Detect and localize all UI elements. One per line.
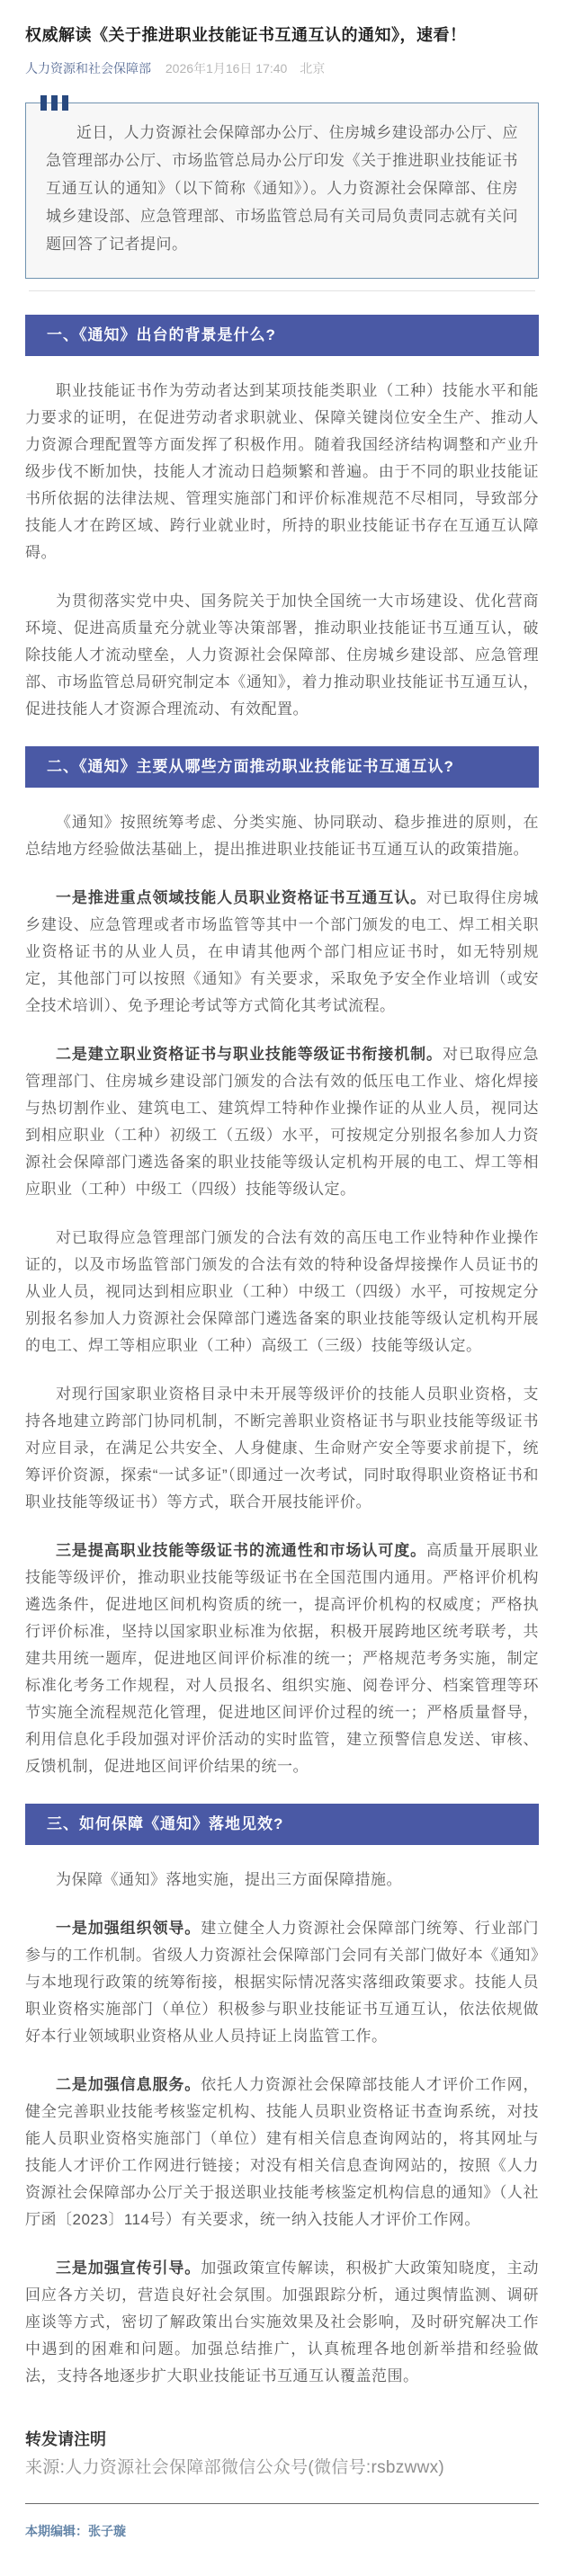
body-paragraph: 《通知》按照统筹考虑、分类实施、协同联动、稳步推进的原则，在总结地方经验做法基础上，提出推进职业技能证书互通互认的政策措施。 <box>25 814 539 858</box>
body-paragraph: 三是提高职业技能等级证书的流通性和市场认可度。高质量开展职业技能等级评价，推动职业技能等级证书在全国范围内通用。严格评价机构遴选条件，促进地区间机构资质的统一，提高评价机构的权威度；严格执行评价标准，坚持以国家职业标准为依据，积极开展跨地区统考联考，共建共用统一题库，促进地区间评价标准的统一；严格规范考务实施，制定标准化考务工作规程，对人员报名、组织实施、阅卷评分、档案管理等环节实施全流程规范化管理，促进地区间评价过程的统一；严格质量督导，利用信息化手段加强对评价活动的实时监管，建立预警信息发送、审核、反馈机制，促进地区间评价结果的统一。 <box>25 1542 540 1775</box>
body-paragraph: 职业技能证书作为劳动者达到某项技能类职业（工种）技能水平和能力要求的证明，在促进劳动者求职就业、保障关键岗位安全生产、推动人力资源合理配置等方面发挥了积极作用。随着我国经济结构调整和产业升级步伐不断加快，技能人才流动日趋频繁和普遍。由于不同的职业技能证书所依据的法律法规、管理实施部门和评价标准规范不尽相同，导致部分技能人才在跨区域、跨行业就业时，所持的职业技能证书存在互通互认障碍。 <box>25 382 539 561</box>
account-name-link[interactable]: 人力资源和社会保障部 <box>25 61 151 76</box>
publish-datetime: 2026年1月16日 17:40 <box>165 61 288 76</box>
article-footer <box>25 2428 539 2540</box>
body-paragraph: 二是加强信息服务。依托人力资源社会保障部技能人才评价工作网，健全完善职业技能考核鉴定机构、技能人员职业资格证书查询系统，对技能人员职业资格实施部门（单位）建有相关信息查询网站的，将其网址与技能人才评价工作网进行链接；对没有相关信息查询网站的，按照《人力资源社会保障部办公厅关于报送职业技能考核鉴定机构信息的通知》（人社厅函〔2023〕114号）有关要求，统一纳入技能人才评价工作网。 <box>25 2076 540 2228</box>
body-paragraph: 一是加强组织领导。建立健全人力资源社会保障部门统筹、行业部门参与的工作机制。省级人力资源社会保障部门会同有关部门做好本《通知》与本地现行政策的统筹衔接，根据实际情况落实落细政策要求。技能人员职业资格实施部门（单位）积极参与职业技能证书互通互认，依法依规做好本行业领域职业资格从业人员持证上岗监管工作。 <box>25 1920 540 2045</box>
paragraph-lead: 三是提高职业技能等级证书的流通性和市场认可度。 <box>56 1542 427 1559</box>
body-paragraph: 对已取得应急管理部门颁发的合法有效的高压电工作业特种作业操作证的，以及市场监管部门颁发的合法有效的特种设备焊接操作人员证书的从业人员，视同达到相应职业（工种）中级工（四级）水平，可按规定分别报名参加人力资源社会保障部门遴选备案的职业技能等级认定机构开展的电工、焊工等相应职业（工种）高级工（三级）技能等级认定。 <box>25 1229 539 1354</box>
triple-bar-decoration-icon <box>40 95 73 111</box>
paragraph-lead: 二是建立职业资格证书与职业技能等级证书衔接机制。 <box>56 1046 443 1063</box>
body-paragraph: 一是推进重点领域技能人员职业资格证书互通互认。对已取得住房城乡建设、应急管理或者市场监管等其中一个部门颁发的电工、焊工相关职业资格证书的从业人员，在申请其他两个部门相应证书时，如无特别规定，其他部门可以按照《通知》有关要求，采取免予安全作业培训（或安全技术培训）、免予理论考试等方式简化其考试流程。 <box>25 889 540 1014</box>
body-paragraph: 为贯彻落实党中央、国务院关于加快全国统一大市场建设、优化营商环境、促进高质量充分就业等决策部署，推动职业技能证书互通互认，破除技能人才流动壁垒，人力资源社会保障部、住房城乡建设部、应急管理部、市场监管总局研究制定本《通知》，着力推动职业技能证书互通互认，促进技能人才资源合理流动、有效配置。 <box>25 593 539 718</box>
section-heading-bar: 二、《通知》主要从哪些方面推动职业技能证书互通互认? <box>25 746 539 788</box>
intro-paragraph: 近日，人力资源社会保障部办公厅、住房城乡建设部办公厅、应急管理部办公厅、市场监管总局办公厅印发《关于推进职业技能证书互通互认的通知》（以下简称《通知》）。人力资源社会保障部、住房城乡建设部、应急管理部、市场监管总局有关司局负责同志就有关问题回答了记者提问。 <box>46 124 518 253</box>
sections-container <box>25 315 539 2390</box>
section-heading-bar: 一、《通知》出台的背景是什么? <box>25 315 539 356</box>
intro-box <box>25 103 539 279</box>
article-page <box>0 23 564 2576</box>
share-note: 转发请注明 <box>25 2430 106 2448</box>
paragraph-lead: 二是加强信息服务。 <box>56 2076 201 2093</box>
page-title: 权威解读《关于推进职业技能证书互通互认的通知》，速看！ <box>25 26 467 44</box>
paragraph-lead: 一是加强组织领导。 <box>56 1920 201 1937</box>
source-line: 来源:人力资源社会保障部微信公众号(微信号:rsbzwwx) <box>25 2458 445 2477</box>
article-section <box>25 1804 539 2390</box>
section-heading-bar: 三、如何保障《通知》落地见效? <box>25 1804 539 1845</box>
article-section <box>25 315 539 723</box>
paragraph-lead: 一是推进重点领域技能人员职业资格证书互通互认。 <box>56 889 427 906</box>
body-paragraph: 二是建立职业资格证书与职业技能等级证书衔接机制。对已取得应急管理部门、住房城乡建设部门颁发的合法有效的低压电工作业、熔化焊接与热切割作业、建筑电工、建筑焊工特种作业操作证的从业人员，视同达到相应职业（工种）初级工（五级）水平，可按规定分别报名参加人力资源社会保障部门遴选备案的职业技能等级认定机构开展的电工、焊工等相应职业（工种）中级工（四级）技能等级认定。 <box>25 1046 540 1198</box>
body-paragraph: 为保障《通知》落地实施，提出三方面保障措施。 <box>56 1871 402 1888</box>
footer-divider <box>25 2503 539 2504</box>
publish-location: 北京 <box>300 61 326 76</box>
intro-divider <box>29 290 535 291</box>
paragraph-lead: 三是加强宣传引导。 <box>56 2260 201 2277</box>
body-paragraph: 对现行国家职业资格目录中未开展等级评价的技能人员职业资格，支持各地建立跨部门协同机制，不断完善职业资格证书与职业技能等级证书对应目录，在满足公共安全、人身健康、生命财产安全等要求前提下，统筹评价资源，探索“一试多证”（即通过一次考试，同时取得职业资格证书和职业技能等级证书）等方式，联合开展技能评价。 <box>25 1386 539 1511</box>
byline <box>25 59 539 77</box>
article-section <box>25 746 539 1780</box>
body-paragraph: 三是加强宣传引导。加强政策宣传解读，积极扩大政策知晓度，主动回应各方关切，营造良好社会氛围。加强跟踪分析，通过舆情监测、调研座谈等方式，密切了解政策出台实施效果及社会影响，及时研究解决工作中遇到的困难和问题。加强总结推广，认真梳理各地创新举措和经验做法，支持各地逐步扩大职业技能证书互通互认覆盖范围。 <box>25 2260 540 2384</box>
editor-line: 本期编辑：张子璇 <box>25 2524 126 2538</box>
